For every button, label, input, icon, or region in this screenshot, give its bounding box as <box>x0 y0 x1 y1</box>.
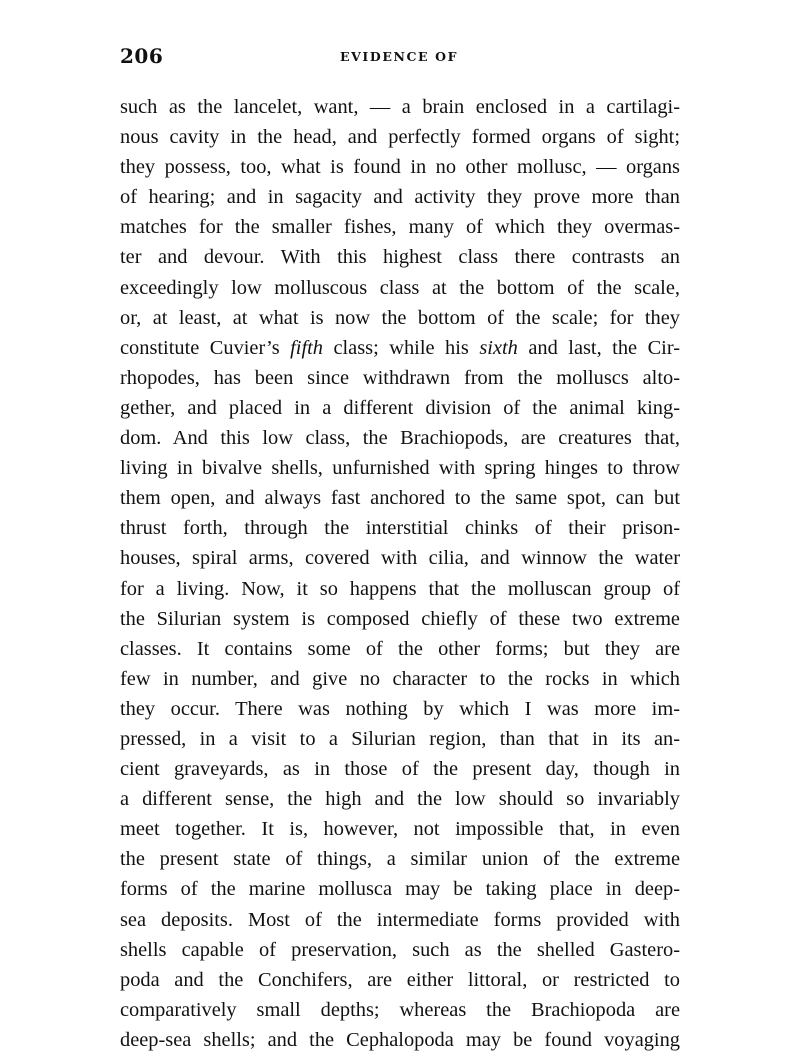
line-text: class; while his <box>322 336 480 359</box>
text-line <box>120 393 680 423</box>
line-text: living in bivalve shells, unfurnished with spring hinges to throw <box>120 457 680 480</box>
text-line <box>120 874 680 904</box>
line-text: a different sense, the high and the low should so invariably <box>120 788 680 811</box>
line-text: nous cavity in the head, and perfectly formed organs of sight; <box>120 126 680 149</box>
text-line <box>120 754 680 784</box>
text-line <box>120 634 680 664</box>
text-line <box>120 303 680 333</box>
line-text: houses, spiral arms, covered with cilia, and winnow the water <box>120 547 680 570</box>
text-line <box>120 844 680 874</box>
running-head <box>120 44 680 74</box>
text-line <box>120 242 680 272</box>
text-line <box>120 543 680 573</box>
line-text: rhopodes, has been since withdrawn from the molluscs alto- <box>120 366 680 389</box>
text-line <box>120 423 680 453</box>
line-text: pressed, in a visit to a Silurian region, than that in its an- <box>120 727 680 750</box>
line-text: such as the lancelet, want, — a brain enclosed in a cartilagi- <box>120 96 680 118</box>
line-text: classes. It contains some of the other forms; but they are <box>120 637 680 660</box>
line-text: exceedingly low molluscous class at the bottom of the scale, <box>120 276 680 299</box>
line-text: for a living. Now, it so happens that the molluscan group of <box>120 577 680 600</box>
text-line <box>120 212 680 242</box>
line-text: gether, and placed in a different division of the animal king- <box>120 396 680 419</box>
italic-text: fifth <box>290 336 323 359</box>
line-text: ter and devour. With this highest class there contrasts an <box>120 246 680 269</box>
text-line <box>120 905 680 935</box>
text-line <box>120 604 680 634</box>
text-line <box>120 995 680 1025</box>
line-text: shells capable of preservation, such as the shelled Gastero- <box>120 938 680 961</box>
line-text: they possess, too, what is found in no other mollusc, — organs <box>120 156 680 179</box>
text-line <box>120 574 680 604</box>
text-line <box>120 1025 680 1055</box>
body-text <box>120 92 680 1055</box>
text-line <box>120 814 680 844</box>
text-line <box>120 664 680 694</box>
line-text: few in number, and give no character to the rocks in which <box>120 667 680 690</box>
italic-text: sixth <box>479 336 518 359</box>
line-text: comparatively small depths; whereas the Brachiopoda are <box>120 998 680 1021</box>
text-line <box>120 453 680 483</box>
line-text: thrust forth, through the interstitial chinks of their prison- <box>120 517 680 540</box>
text-line <box>120 513 680 543</box>
line-text: the present state of things, a similar union of the extreme <box>120 848 680 871</box>
line-text: forms of the marine mollusca may be taking place in deep- <box>120 878 680 901</box>
line-text: dom. And this low class, the Brachiopods, are creatures that, <box>120 427 680 450</box>
line-text: cient graveyards, as in those of the present day, though in <box>120 758 680 781</box>
text-line <box>120 152 680 182</box>
text-line <box>120 92 680 122</box>
line-text: they occur. There was nothing by which I was more im- <box>120 697 680 720</box>
line-text: constitute Cuvier’s <box>120 336 291 359</box>
text-line <box>120 333 680 363</box>
line-text: and last, the Cir- <box>517 336 681 359</box>
line-text: them open, and always fast anchored to the same spot, can but <box>120 487 680 510</box>
text-line <box>120 273 680 303</box>
line-text: or, at least, at what is now the bottom of the scale; for they <box>120 306 680 329</box>
line-text: meet together. It is, however, not impossible that, in even <box>120 818 680 841</box>
text-line <box>120 935 680 965</box>
text-line <box>120 694 680 724</box>
line-text: of hearing; and in sagacity and activity they prove more than <box>120 186 680 209</box>
text-line <box>120 965 680 995</box>
text-line <box>120 483 680 513</box>
line-text: deep-sea shells; and the Cephalopoda may be found voyaging <box>120 1028 680 1051</box>
text-line <box>120 363 680 393</box>
line-text: sea deposits. Most of the intermediate forms provided with <box>120 908 680 931</box>
text-line <box>120 122 680 152</box>
line-text: matches for the smaller fishes, many of which they overmas- <box>120 216 680 239</box>
text-line <box>120 182 680 212</box>
text-line <box>120 784 680 814</box>
line-text: poda and the Conchifers, are either littoral, or restricted to <box>120 968 680 991</box>
line-text: the Silurian system is composed chiefly of these two extreme <box>120 607 680 630</box>
text-line <box>120 724 680 754</box>
running-title: EVIDENCE OF <box>340 49 459 64</box>
page-number: 206 <box>120 44 164 68</box>
